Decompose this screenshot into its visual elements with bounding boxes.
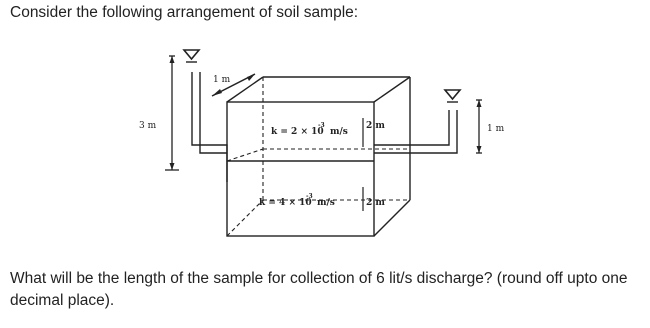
left-water-level-icon <box>184 50 199 59</box>
question-intro: Consider the following arrangement of soil sample: <box>10 4 359 21</box>
layer-top-k-label: k = 2 × 10 <box>271 127 324 137</box>
width-label: 1 m <box>213 75 231 85</box>
svg-text:-3: -3 <box>318 122 325 129</box>
question-prompt: What will be the length of the sample for collection of 6 lit/s discharge? (round off upto one decimal place). <box>10 270 628 309</box>
right-pipe-inner <box>374 110 457 153</box>
head-right-label: 1 m <box>487 124 505 134</box>
svg-text:m/s: m/s <box>317 198 335 208</box>
layer-top-thickness: 2 m <box>366 121 385 131</box>
layer-bottom-k-label: k = 4 × 10 <box>259 198 312 208</box>
soil-box-front <box>227 102 374 236</box>
right-pipe-outer <box>374 110 449 145</box>
left-pipe-outer <box>192 72 227 182</box>
head-left-label: 3 m <box>139 121 157 131</box>
layer-bottom-thickness: 2 m <box>366 198 385 208</box>
svg-text:m/s: m/s <box>330 127 348 137</box>
svg-text:-3: -3 <box>306 193 313 200</box>
right-water-level-icon <box>445 90 460 99</box>
